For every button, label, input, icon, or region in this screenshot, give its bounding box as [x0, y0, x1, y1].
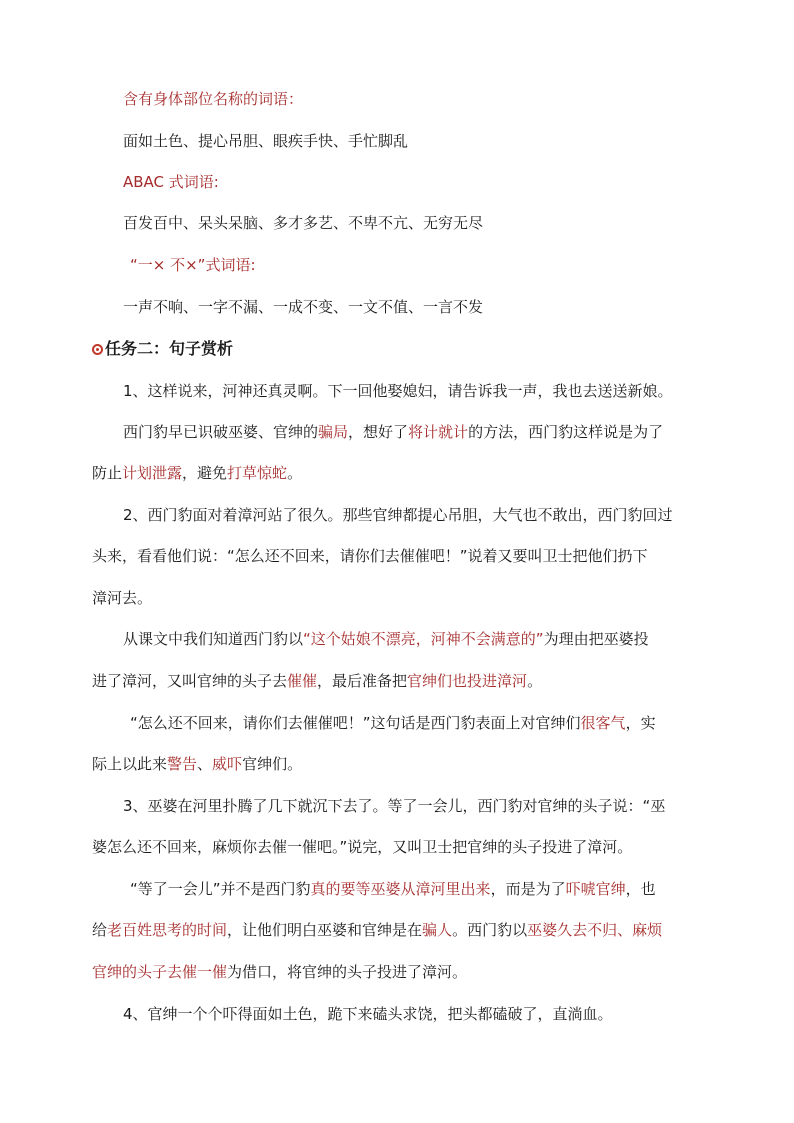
- analysis-3-line-1: “等了一会儿”并不是西门豹真的要等巫婆从漳河里出来，而是为了吓唬官绅，也: [130, 880, 656, 898]
- analysis-1-line-2: 防止计划泄露，避免打草惊蛇。: [92, 464, 303, 482]
- category-words-abac: 百发百中、呆头呆脑、多才多艺、不卑不亢、无穷无尽: [123, 214, 484, 232]
- category-title-yi-bu: “一× 不×”式词语:: [130, 256, 256, 274]
- analysis-2b-line-1: “怎么还不回来，请你们去催催吧！”这句话是西门豹表面上对官绅们很客气，实: [130, 714, 656, 732]
- sentence-3-line-1: 3、巫婆在河里扑腾了几下就沉下去了。等了一会儿，西门豹对官绅的头子说：“巫: [123, 797, 666, 815]
- category-title-body-parts: 含有身体部位名称的词语：: [123, 90, 304, 108]
- task-title: 任务二：句子赏析: [105, 339, 234, 358]
- analysis-1-line-1: 西门豹早已识破巫婆、官绅的骗局，想好了将计就计的方法，西门豹这样说是为了: [123, 423, 664, 441]
- analysis-2a-line-1: 从课文中我们知道西门豹以“这个姑娘不漂亮，河神不会满意的”为理由把巫婆投: [123, 630, 649, 648]
- analysis-3-line-3: 官绅的头子去催一催为借口，将官绅的头子投进了漳河。: [92, 963, 468, 981]
- analysis-2a-line-2: 进了漳河，又叫官绅的头子去催催，最后准备把官绅们也投进漳河。: [92, 672, 543, 690]
- sentence-1: 1、这样说来，河神还真灵啊。下一回他娶媳妇，请告诉我一声，我也去送送新娘。: [123, 382, 673, 400]
- analysis-2b-line-2: 际上以此来警告、威吓官绅们。: [92, 755, 303, 773]
- sentence-2-line-2: 头来，看看他们说：“怎么还不回来，请你们去催催吧！”说着又要叫卫士把他们扔下: [92, 547, 648, 565]
- category-words-body-parts: 面如土色、提心吊胆、眼疾手快、手忙脚乱: [123, 132, 409, 150]
- sentence-2-line-1: 2、西门豹面对着漳河站了很久。那些官绅都提心吊胆，大气也不敢出，西门豹回过: [123, 506, 673, 524]
- target-bullet-icon: [92, 344, 103, 355]
- category-words-yi-bu: 一声不响、一字不漏、一成不变、一文不值、一言不发: [123, 298, 484, 316]
- analysis-3-line-2: 给老百姓思考的时间，让他们明白巫婆和官绅是在骗人。西门豹以巫婆久去不归、麻烦: [92, 921, 663, 939]
- category-title-abac: ABAC 式词语:: [123, 173, 219, 191]
- sentence-2-line-3: 漳河去。: [92, 589, 153, 607]
- task-heading: [92, 338, 233, 360]
- sentence-4: 4、官绅一个个吓得面如土色，跪下来磕头求饶，把头都磕破了，直淌血。: [123, 1005, 613, 1023]
- sentence-3-line-2: 婆怎么还不回来，麻烦你去催一催吧。”说完，又叫卫士把官绅的头子投进了漳河。: [92, 838, 633, 856]
